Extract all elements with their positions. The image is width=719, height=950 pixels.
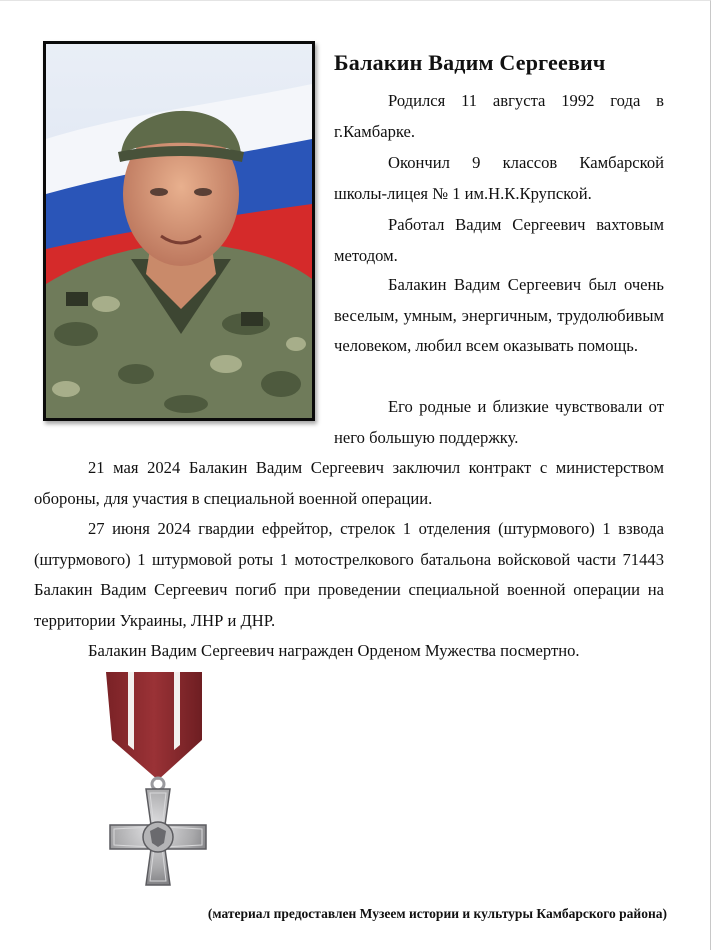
service-award: Балакин Вадим Сергеевич награжден Орденом Мужества посмертно. <box>88 641 580 660</box>
bio-education: Окончил 9 классов Камбарской школы-лицея № 1 им.Н.К.Крупской. <box>334 153 664 203</box>
portrait-photo <box>43 41 315 421</box>
bio-family: Его родные и близкие чувствовали от него большую поддержку. <box>334 397 664 447</box>
order-of-courage-medal-icon <box>92 672 224 902</box>
bio-work: Работал Вадим Сергеевич вахтовым методом. <box>334 215 664 265</box>
person-name-title: Балакин Вадим Сергеевич <box>334 50 606 75</box>
bio-character: Балакин Вадим Сергеевич был очень веселым, умным, энергичным, трудолюбивым человеком, любил всем оказывать помощь. <box>334 275 664 355</box>
source-credit: (материал предоставлен Музеем истории и культуры Камбарского района) <box>207 906 667 921</box>
service-contract: 21 мая 2024 Балакин Вадим Сергеевич заключил контракт с министерством обороны, для участия в специальной военной операции. <box>34 458 664 508</box>
bio-born: Родился 11 августа 1992 года в г.Камбарке. <box>334 91 664 141</box>
service-death: 27 июня 2024 гвардии ефрейтор, стрелок 1 отделения (штурмового) 1 взвода (штурмового) 1 штурмовой роты 1 мотострелкового батальона войсковой части 71443 Балакин Вадим Сергеевич погиб при проведении специальной военной операции на территории Украины, ЛНР и ДНР. <box>34 519 664 630</box>
